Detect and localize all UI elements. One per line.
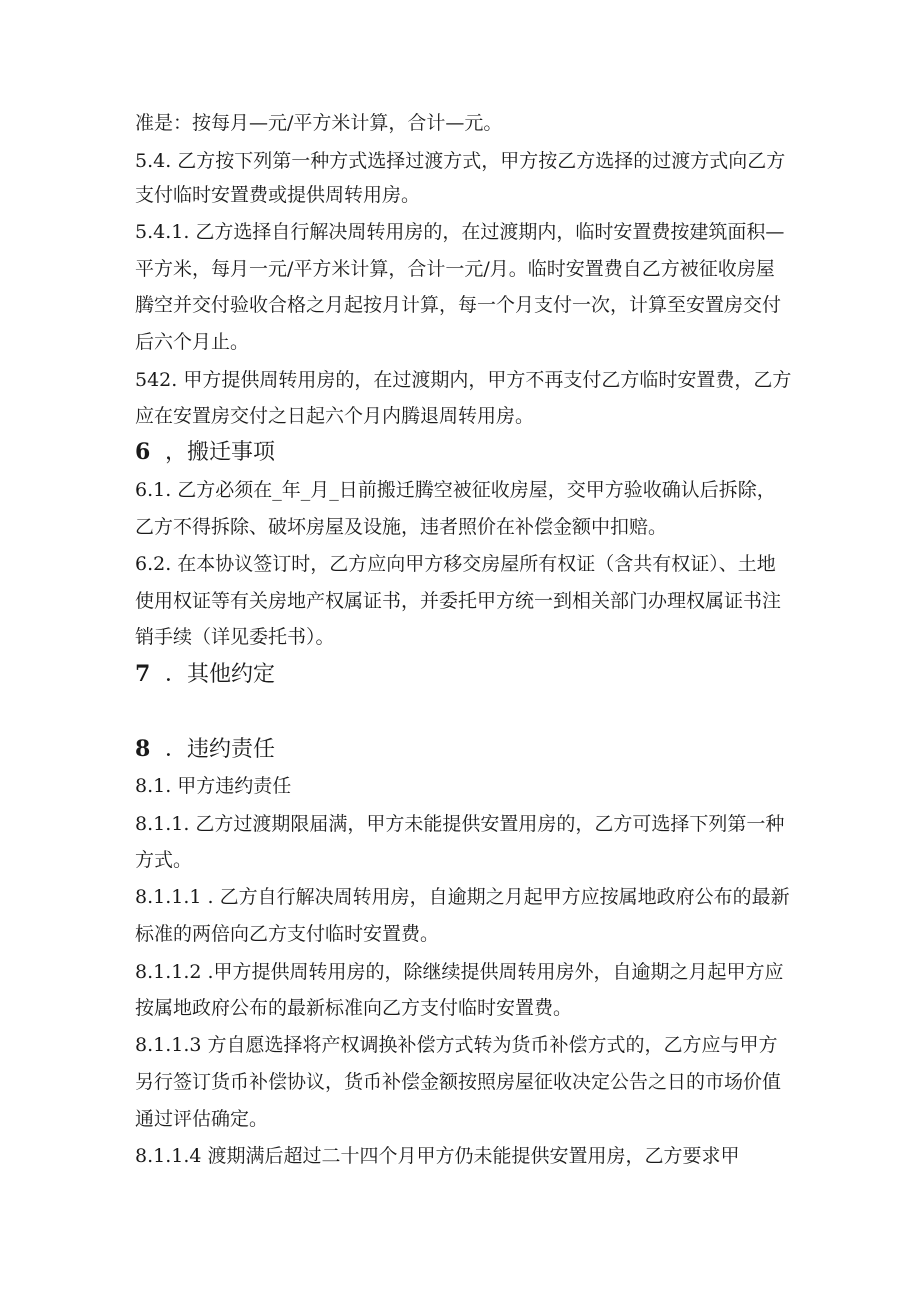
text-line: 腾空并交付验收合格之月起按月计算，每一个月支付一次，计算至安置房交付	[135, 294, 782, 316]
text-line: 另行签订货币补偿协议，货币补偿金额按照房屋征收决定公告之日的市场价值	[135, 1071, 782, 1093]
section-heading-6	[135, 437, 275, 468]
clause-8-1-1-4: 8.1.1.4 渡期满后超过二十四个月甲方仍未能提供安置用房，乙方要求甲	[135, 1145, 740, 1167]
clause-8-1-1-2: 8.1.1.2 .甲方提供周转用房的，除继续提供周转用房外，自逾期之月起甲方应	[135, 961, 784, 983]
section-number: 6	[135, 439, 151, 465]
clause-6-2: 6.2. 在本协议签订时，乙方应向甲方移交房屋所有权证（含共有权证）、土地	[135, 553, 776, 575]
section-heading-8	[135, 734, 275, 765]
section-title: ，搬迁事项	[165, 440, 276, 465]
text-line: 平方米，每月一元/平方米计算，合计一元/月。临时安置费自乙方被征收房屋	[135, 258, 775, 280]
text-line: 应在安置房交付之日起六个月内腾退周转用房。	[135, 405, 535, 427]
clause-8-1-1-1: 8.1.1.1 . 乙方自行解决周转用房，自逾期之月起甲方应按属地政府公布的最新	[135, 886, 790, 908]
text-line: 标准的两倍向乙方支付临时安置费。	[135, 923, 440, 945]
section-number: 8	[135, 736, 151, 762]
clause-5-4: 5.4. 乙方按下列第一种方式选择过渡方式，甲方按乙方选择的过渡方式向乙方	[135, 150, 786, 172]
section-title: ．其他约定	[165, 662, 276, 687]
text-line: 后六个月止。	[135, 331, 250, 353]
text-line: 乙方不得拆除、破坏房屋及设施，违者照价在补偿金额中扣赔。	[135, 516, 668, 538]
text-line: 按属地政府公布的最新标准向乙方支付临时安置费。	[135, 997, 573, 1019]
clause-5-4-1: 5.4.1. 乙方选择自行解决周转用房的，在过渡期内，临时安置费按建筑面积—	[135, 221, 785, 243]
clause-5-4-2: 542. 甲方提供周转用房的，在过渡期内，甲方不再支付乙方临时安置费，乙方	[135, 369, 792, 391]
clause-8-1-1-3: 8.1.1.3 方自愿选择将产权调换补偿方式转为货币补偿方式的，乙方应与甲方	[135, 1034, 778, 1056]
text-line: 支付临时安置费或提供周转用房。	[135, 184, 421, 206]
text-line: 方式。	[135, 849, 193, 871]
text-line: 销手续（详见委托书）。	[135, 626, 335, 648]
clause-8-1-1: 8.1.1. 乙方过渡期限届满，甲方未能提供安置用房的，乙方可选择下列第一种	[135, 813, 785, 835]
text-line: 通过评估确定。	[135, 1108, 269, 1130]
section-number: 7	[135, 661, 151, 687]
text-line: 使用权证等有关房地产权属证书，并委托甲方统一到相关部门办理权属证书注	[135, 590, 782, 612]
section-title: ．违约责任	[165, 737, 276, 762]
text-line: 准是：按每月—元/平方米计算，合计—元。	[135, 112, 503, 134]
clause-8-1: 8.1. 甲方违约责任	[135, 775, 292, 797]
clause-6-1: 6.1. 乙方必须在_年_月_日前搬迁腾空被征收房屋，交甲方验收确认后拆除，	[135, 479, 776, 501]
section-heading-7	[135, 659, 275, 690]
